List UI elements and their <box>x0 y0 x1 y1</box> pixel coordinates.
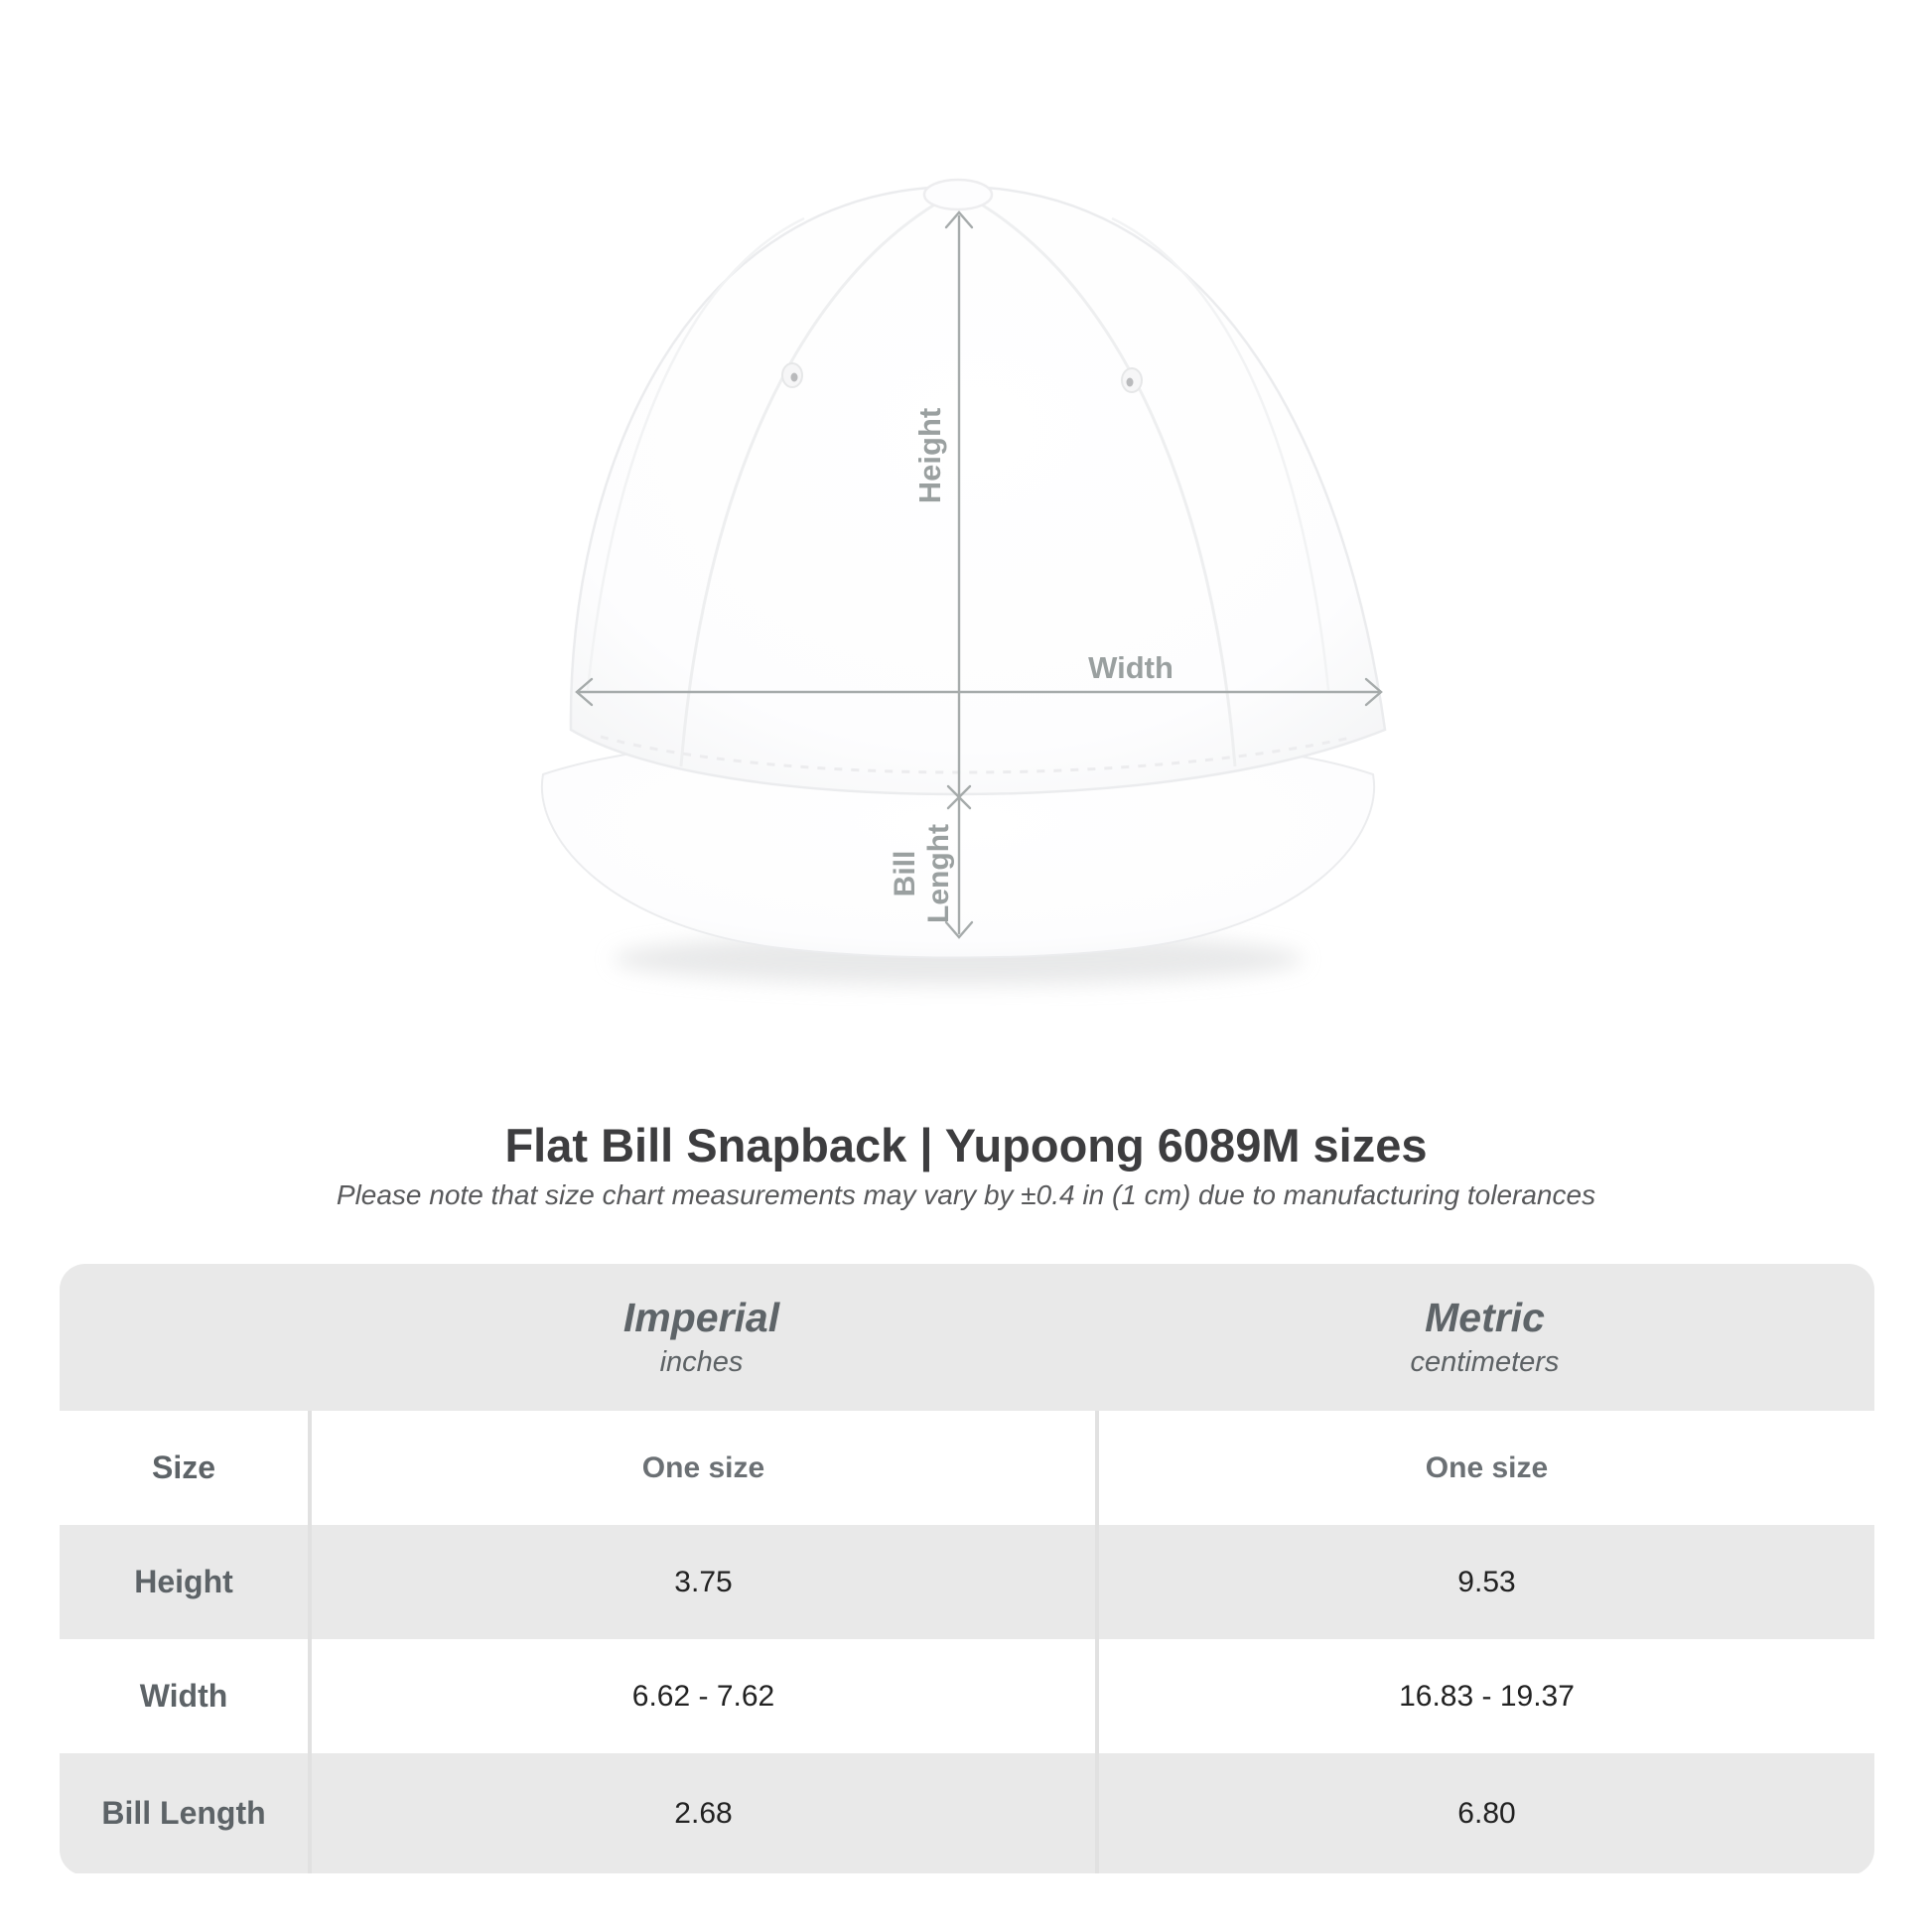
table-row-height <box>60 1525 1874 1639</box>
hat-top-button <box>924 180 992 209</box>
imperial-value: 6.62 - 7.62 <box>631 1679 775 1713</box>
imperial-title: Imperial <box>622 1294 780 1340</box>
metric-value-cell <box>1095 1639 1874 1753</box>
units-header-row <box>60 1264 1874 1411</box>
imperial-value: One size <box>641 1450 765 1484</box>
bill-length-measure-label-line1: Bill <box>889 850 921 897</box>
metric-value: 9.53 <box>1457 1565 1516 1598</box>
units-header-imperial <box>308 1264 1095 1411</box>
height-measure-label: Height <box>912 407 947 504</box>
table-row-size <box>60 1411 1874 1525</box>
imperial-value-cell <box>308 1639 1095 1753</box>
table-row-width <box>60 1639 1874 1753</box>
metric-value-cell <box>1095 1525 1874 1639</box>
row-label: Size <box>151 1449 216 1485</box>
metric-value-cell <box>1095 1753 1874 1873</box>
row-label-cell <box>60 1411 308 1525</box>
imperial-subtitle: inches <box>659 1346 744 1379</box>
imperial-value: 3.75 <box>674 1565 733 1598</box>
eyelet-left <box>782 363 802 387</box>
imperial-value: 2.68 <box>674 1796 733 1830</box>
metric-value-cell <box>1095 1411 1874 1525</box>
row-label-cell <box>60 1639 308 1753</box>
row-label: Width <box>139 1678 228 1714</box>
table-row-bill-length <box>60 1753 1874 1873</box>
size-chart-table <box>60 1264 1874 1875</box>
metric-value: 6.80 <box>1457 1796 1516 1830</box>
units-header-metric <box>1095 1264 1874 1411</box>
page-subtitle: Please note that size chart measurements may vary by ±0.4 in (1 cm) due to manufacturing tolerances <box>336 1179 1596 1210</box>
metric-value: 16.83 - 19.37 <box>1399 1679 1575 1713</box>
bill-length-measure-label-line2: Lenght <box>922 824 955 923</box>
metric-value: One size <box>1425 1450 1549 1484</box>
imperial-value-cell <box>308 1525 1095 1639</box>
page-title: Flat Bill Snapback | Yupoong 6089M sizes <box>504 1119 1428 1172</box>
imperial-value-cell <box>308 1411 1095 1525</box>
row-label: Bill Length <box>101 1795 266 1831</box>
hat-measurement-diagram <box>477 139 1440 1013</box>
width-measure-label: Width <box>1088 650 1173 685</box>
row-label-cell <box>60 1753 308 1873</box>
metric-subtitle: centimeters <box>1410 1346 1560 1379</box>
metric-title: Metric <box>1425 1294 1545 1340</box>
row-label: Height <box>134 1564 233 1599</box>
imperial-value-cell <box>308 1753 1095 1873</box>
row-label-cell <box>60 1525 308 1639</box>
eyelet-right <box>1122 368 1142 392</box>
hat-crown <box>571 187 1385 794</box>
snapback-hat-illustration <box>477 139 1440 1013</box>
